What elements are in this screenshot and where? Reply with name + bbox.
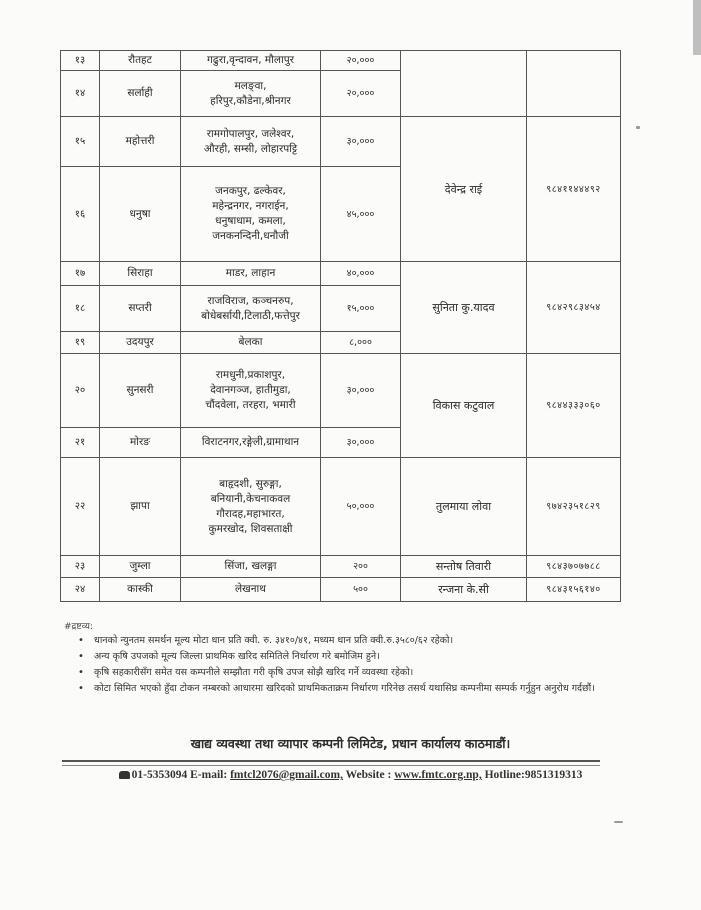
serial-number-cell: २१ (61, 428, 100, 458)
purchase-center-line: राजविराज, कञ्चनरुप, (207, 294, 294, 307)
quota-quantity-cell: २०,००० (321, 51, 401, 71)
purchase-centers-cell (181, 286, 321, 332)
district-cell: जुम्ला (100, 556, 181, 578)
serial-number-cell: २३ (61, 556, 100, 578)
serial-number-cell: १७ (61, 262, 100, 286)
email-label: E-mail: (190, 769, 228, 781)
serial-number-cell: १८ (61, 286, 100, 332)
purchase-centers-cell (181, 458, 321, 556)
footer-divider (62, 760, 600, 762)
district-cell: महोत्तरी (100, 117, 181, 167)
purchase-center-line: चौंदवेला, तरहरा, भमारी (205, 399, 296, 411)
district-cell: सिराहा (100, 262, 181, 286)
contact-phone-cell (527, 51, 621, 117)
purchase-centers-cell (181, 332, 321, 354)
serial-number-cell: २४ (61, 578, 100, 602)
table-row (61, 578, 621, 602)
quota-quantity-cell: ४०,००० (321, 262, 401, 286)
purchase-center-line: बेलका (238, 336, 263, 348)
district-cell: झापा (100, 458, 181, 556)
serial-number-cell: १९ (61, 332, 100, 354)
purchase-centers-cell (181, 556, 321, 578)
serial-number-cell: १५ (61, 117, 100, 167)
contact-person-cell: तुलमाया लोवा (401, 458, 527, 556)
purchase-center-line: रामगोपालपुर, जलेश्वर, (206, 127, 295, 140)
note-item: • कोटा सिमित भएको हुँदा टोकन नम्बरको आधारमा खरिदको प्राथमिकताक्रम निर्धारण गरिनेछ तसर्थ यथासिघ्र कम्पनीमा सम्पर्क गर्नुहुन अनुरोध गर्दछौं। (68, 681, 628, 697)
quota-quantity-cell: ३०,००० (321, 354, 401, 428)
serial-number-cell: २२ (61, 458, 100, 556)
purchase-centers-cell (181, 167, 321, 262)
purchase-centers-cell (181, 117, 321, 167)
quota-quantity-cell: ४५,००० (321, 167, 401, 262)
purchase-center-line: सिंजा, खलङ्गा (224, 560, 277, 572)
table-row (61, 458, 621, 556)
purchase-center-line: हरिपुर,कौडेना,श्रीनगर (210, 94, 291, 107)
contact-person-cell: सुनिता कु.यादव (401, 262, 527, 354)
purchase-center-line: मलङ्वा, (234, 79, 267, 92)
district-cell: सर्लाही (100, 71, 181, 117)
purchase-center-line: रामधुनी,प्रकाशपुर, (215, 369, 286, 381)
note-item: • अन्य कृषि उपजको मूल्य जिल्ला प्राथमिक खरिद समितिले निर्धारण गरे बमोजिम हुने। (68, 649, 628, 665)
hotline-label: Hotline: (484, 769, 525, 781)
distribution-table (60, 50, 621, 602)
hotline-number: 9851319313 (524, 769, 583, 781)
contact-person-cell: रन्जना के.सी (401, 578, 527, 602)
contact-phone-cell: ९८४३१५६१४० (527, 578, 621, 602)
scan-speck (614, 821, 623, 823)
table-row (61, 354, 621, 428)
telephone-icon (119, 771, 130, 779)
table-row (61, 51, 621, 71)
purchase-center-line: देवानगञ्ज, हातीमुडा, (210, 384, 291, 396)
purchase-centers-cell (181, 262, 321, 286)
scan-speck (636, 126, 640, 129)
district-cell: मोरङ (100, 428, 181, 458)
contact-line (0, 769, 701, 781)
purchase-center-line: गढुरा,वृन्दावन, मौलापुर (207, 54, 294, 66)
quota-quantity-cell: ८,००० (321, 332, 401, 354)
serial-number-cell: १६ (61, 167, 100, 262)
purchase-centers-cell (181, 354, 321, 428)
quota-quantity-cell: १५,००० (321, 286, 401, 332)
organization-name: खाद्य व्यवस्था तथा व्यापार कम्पनी लिमिटेड, प्रधान कार्यालय काठमाडौं। (190, 736, 511, 751)
purchase-center-line: कुमरखोद, शिवसताक्षी (208, 522, 293, 535)
contact-phone-cell: ९८४४३३३०६० (527, 354, 621, 458)
notes-heading: #द्रष्टव्य: (64, 622, 93, 632)
district-cell: रौतहट (100, 51, 181, 71)
office-phone: 01-5353094 (131, 769, 188, 781)
district-cell: उदयपुर (100, 332, 181, 354)
district-cell: सप्तरी (100, 286, 181, 332)
contact-phone-cell: ९७४२३५१८२९ (527, 458, 621, 556)
contact-person-cell: सन्तोष तिवारी (401, 556, 527, 578)
note-item: • कृषि सहकारीसँग समेत यस कम्पनीले सम्झौता गरी कृषि उपज सोझै खरिद गर्ने व्यवस्था रहेको। (68, 665, 628, 681)
purchase-center-line: औरही, सम्सी, लोहारपट्टि (203, 142, 298, 155)
serial-number-cell: १४ (61, 71, 100, 117)
serial-number-cell: १३ (61, 51, 100, 71)
contact-phone-cell: ९८४२९८३४५४ (527, 262, 621, 354)
purchase-center-line: बनियानी,केचनाकवल (210, 492, 291, 505)
table-row (61, 262, 621, 286)
purchase-centers-cell (181, 578, 321, 602)
purchase-centers-cell (181, 71, 321, 117)
contact-person-cell (401, 51, 527, 117)
district-cell: धनुषा (100, 167, 181, 262)
quota-quantity-cell: ३०,००० (321, 428, 401, 458)
purchase-center-line: जनकनन्दिनी,धनौजी (212, 230, 289, 242)
contact-phone-cell: ९८४३७०७७८८ (527, 556, 621, 578)
quota-quantity-cell: ५०० (321, 578, 401, 602)
table-row (61, 117, 621, 167)
note-item: • धानको न्युनतम समर्थन मूल्य मोटा धान प्रति क्वी. रु. ३४१०/४१, मध्यम धान प्रति क्वी.रु.३५८०/६२ रहेको। (68, 633, 628, 649)
website-link[interactable]: www.fmtc.org.np, (394, 769, 482, 781)
footer-divider-thin (62, 765, 600, 766)
email-link[interactable]: fmtcl2076@gmail.com, (230, 769, 343, 781)
purchase-center-line: विराटनगर,रङ्गेली,ग्रामाथान (201, 436, 300, 448)
notes-list (68, 633, 628, 697)
district-cell: सुनसरी (100, 354, 181, 428)
purchase-center-line: गौरादह,महाभारत, (216, 507, 285, 520)
contact-phone-cell: ९८४११४४४९२ (527, 117, 621, 262)
serial-number-cell: २० (61, 354, 100, 428)
purchase-center-line: माडर, लाहान (225, 267, 276, 279)
district-cell: कास्की (100, 578, 181, 602)
purchase-center-line: महेन्द्रनगर, नगराईन, (212, 200, 289, 212)
table-body (61, 51, 621, 602)
purchase-center-line: बाहृदशी, सुरुङ्गा, (219, 477, 282, 490)
contact-person-cell: देवेन्द्र राई (401, 117, 527, 262)
purchase-center-line: जनकपुर, ढल्केवर, (215, 185, 286, 197)
scan-edge-shadow (693, 0, 701, 55)
purchase-center-line: बोधेबर्सायी,टिलाठी,फत्तेपुर (201, 309, 300, 322)
website-label: Website : (345, 769, 392, 781)
purchase-centers-cell (181, 51, 321, 71)
purchase-center-line: धनुषाधाम, कमला, (215, 215, 286, 227)
table-row (61, 556, 621, 578)
quota-quantity-cell: २०० (321, 556, 401, 578)
purchase-centers-cell (181, 428, 321, 458)
quota-quantity-cell: २०,००० (321, 71, 401, 117)
quota-quantity-cell: ५०,००० (321, 458, 401, 556)
contact-person-cell: विकास कटुवाल (401, 354, 527, 458)
quota-quantity-cell: ३०,००० (321, 117, 401, 167)
purchase-center-line: लेखनाथ (235, 583, 266, 595)
